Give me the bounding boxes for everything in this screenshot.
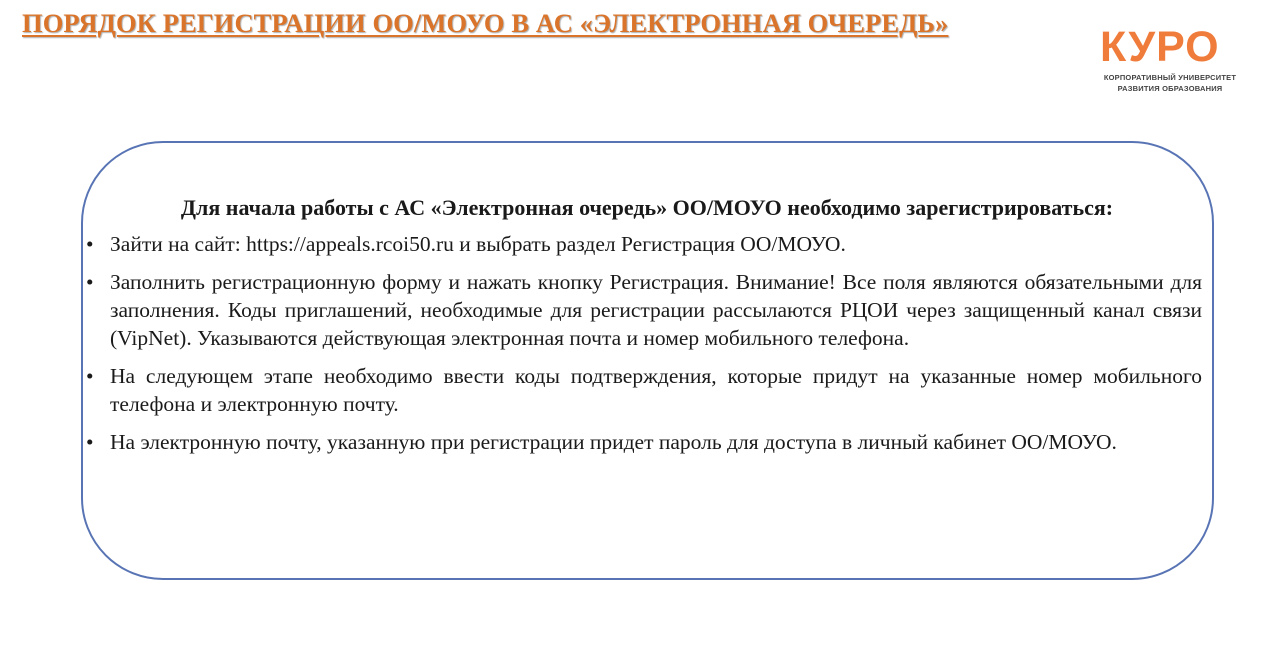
list-item-text: Зайти на сайт: https://appeals.rcoi50.ru и выбрать раздел Регистрация ОО/МОУО. bbox=[110, 232, 846, 256]
list-item bbox=[84, 268, 1202, 352]
bullet-icon: • bbox=[86, 364, 94, 388]
page-title: ПОРЯДОК РЕГИСТРАЦИИ ОО/МОУО В АС «ЭЛЕКТРОННАЯ ОЧЕРЕДЬ» bbox=[22, 8, 949, 38]
list-item-text: На электронную почту, указанную при регистрации придет пароль для доступа в личный кабинет ОО/МОУО. bbox=[110, 430, 1117, 454]
list-item-text: На следующем этапе необходимо ввести коды подтверждения, которые придут на указанные номер мобильного телефона и электронную почту. bbox=[110, 364, 1202, 416]
list-item bbox=[84, 362, 1202, 418]
steps-list bbox=[84, 230, 1202, 456]
logo bbox=[1090, 23, 1250, 96]
bullet-icon: • bbox=[86, 430, 94, 454]
bullet-icon: • bbox=[86, 232, 94, 256]
list-item bbox=[84, 230, 1202, 258]
lead-text: Для начала работы с АС «Электронная очередь» ОО/МОУО необходимо зарегистрироваться: bbox=[180, 195, 1114, 220]
logo-mark: КУРО bbox=[1100, 23, 1220, 71]
logo-caption-line-1: КОРПОРАТИВНЫЙ УНИВЕРСИТЕТ bbox=[1103, 73, 1237, 82]
bullet-icon: • bbox=[86, 270, 94, 294]
list-item bbox=[84, 428, 1202, 456]
content-area bbox=[84, 193, 1202, 466]
logo-caption-line-2: РАЗВИТИЯ ОБРАЗОВАНИЯ bbox=[1117, 84, 1223, 93]
list-item-text: Заполнить регистрационную форму и нажать кнопку Регистрация. Внимание! Все поля являются обязательными для заполнения. Коды приглашений, необходимые для регистрации рассылаются РЦОИ через защищенный канал связи (VipNet). Указываются действующая электронная почта и номер мобильного телефона. bbox=[110, 270, 1202, 350]
